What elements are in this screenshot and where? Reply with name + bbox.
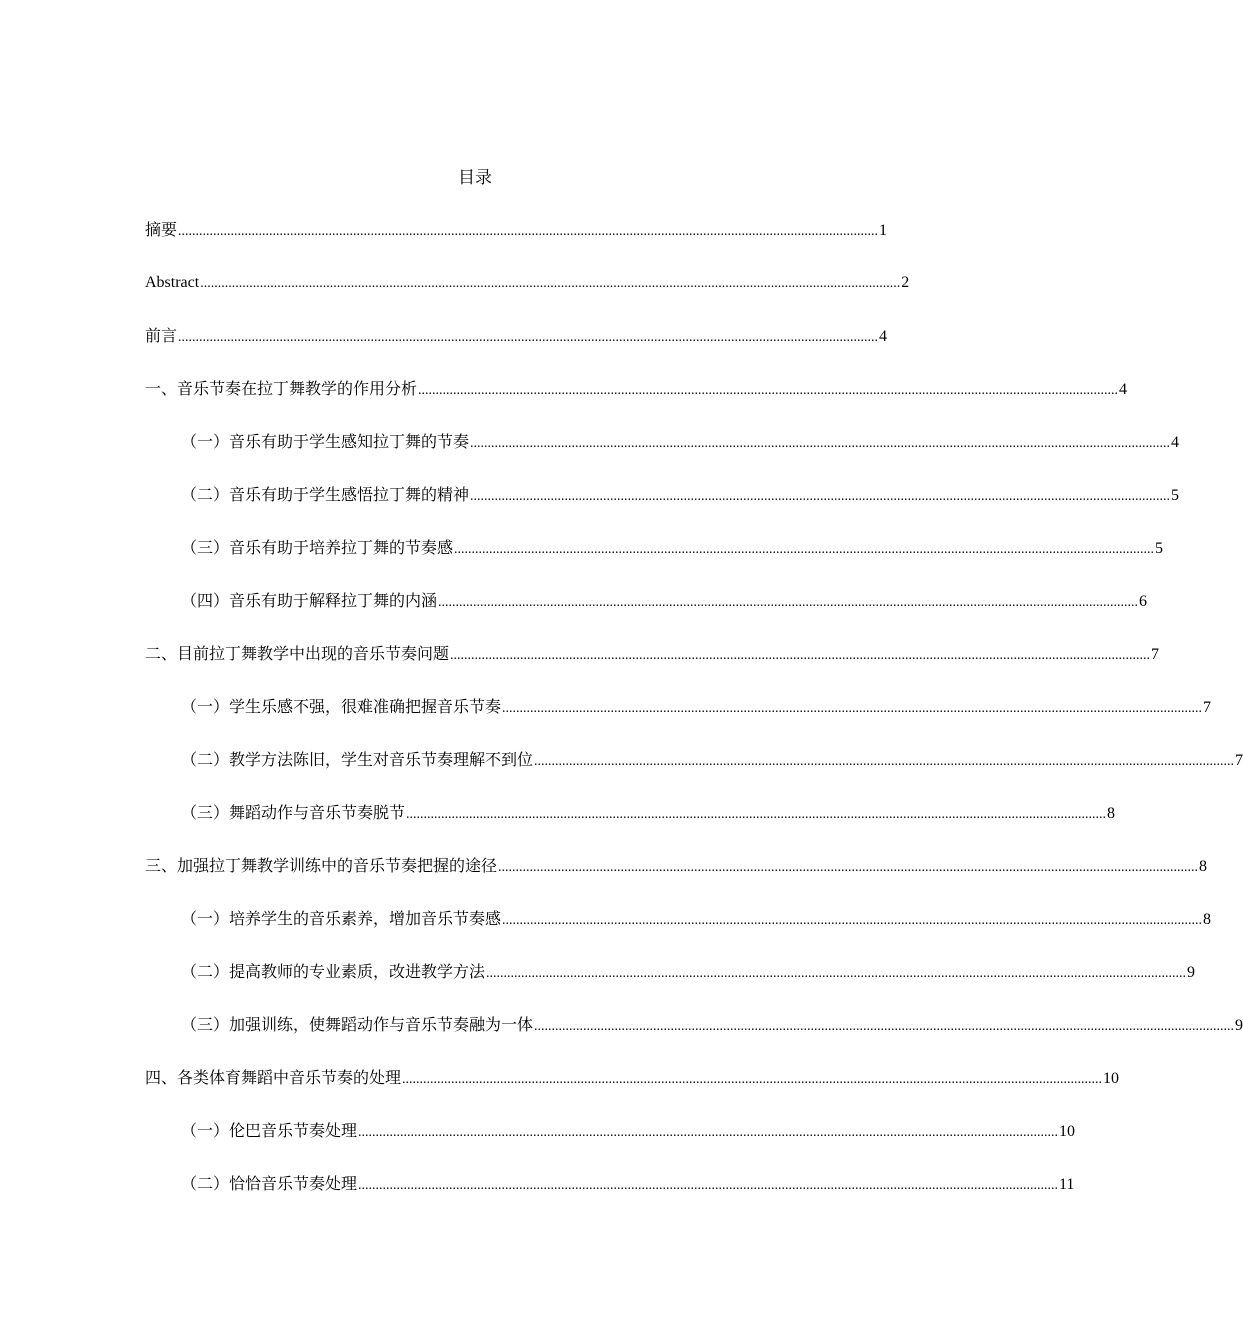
toc-entry[interactable] — [181, 589, 1148, 642]
toc-entry[interactable] — [181, 483, 1180, 536]
toc-entry[interactable] — [181, 748, 1243, 801]
toc-entry-text: 二、目前拉丁舞教学中出现的音乐节奏问题 — [145, 644, 450, 663]
toc-entry-page: 4 — [1119, 381, 1128, 398]
toc-entry[interactable] — [145, 324, 888, 377]
toc-entry-text: （三）加强训练，使舞蹈动作与音乐节奏融为一体 — [181, 1015, 534, 1034]
toc-leader-dots: ........................................................................................................................................................................................................ — [534, 754, 1235, 769]
toc-title: 目录 — [458, 168, 492, 188]
toc-entry-text: 摘要 — [145, 220, 178, 239]
toc-entry-text: 前言 — [145, 326, 178, 345]
toc-entry[interactable] — [181, 695, 1212, 748]
toc-entry[interactable] — [145, 377, 1128, 430]
toc-entry-page: 1 — [879, 222, 888, 239]
toc-leader-dots: ........................................................................................................................................................................................................ — [454, 542, 1155, 557]
toc-leader-dots: ........................................................................................................................................................................................................ — [438, 595, 1139, 610]
toc-entry[interactable] — [181, 430, 1180, 483]
toc-entry-text: （二）教学方法陈旧，学生对音乐节奏理解不到位 — [181, 750, 534, 769]
toc-entry-page: 8 — [1203, 911, 1212, 928]
toc-leader-dots: ........................................................................................................................................................................................................ — [450, 648, 1151, 663]
toc-entry-page: 8 — [1107, 805, 1116, 822]
toc-entry[interactable] — [181, 801, 1116, 854]
toc-entry-text: 四、各类体育舞蹈中音乐节奏的处理 — [145, 1068, 402, 1087]
toc-leader-dots: ........................................................................................................................................................................................................ — [502, 913, 1203, 928]
toc-entry[interactable] — [181, 1119, 1076, 1172]
toc-leader-dots: ........................................................................................................................................................................................................ — [406, 807, 1107, 822]
toc-entry-text: （三）舞蹈动作与音乐节奏脱节 — [181, 803, 406, 822]
toc-leader-dots: ........................................................................................................................................................................................................ — [534, 1019, 1235, 1034]
toc-entry-page: 9 — [1187, 964, 1196, 981]
toc-entry-text: （四）音乐有助于解释拉丁舞的内涵 — [181, 591, 438, 610]
toc-entry-page: 10 — [1103, 1070, 1120, 1087]
toc-leader-dots: ........................................................................................................................................................................................................ — [178, 224, 879, 239]
toc-entry[interactable] — [181, 536, 1164, 589]
toc-entry-text: （一）伦巴音乐节奏处理 — [181, 1121, 358, 1140]
toc-entry[interactable] — [181, 960, 1196, 1013]
toc-entry-page: 2 — [901, 274, 910, 291]
toc-entry-page: 7 — [1203, 699, 1212, 716]
toc-entry-text: 三、加强拉丁舞教学训练中的音乐节奏把握的途径 — [145, 856, 498, 875]
toc-entry-page: 10 — [1059, 1123, 1076, 1140]
toc-entry[interactable] — [145, 218, 888, 271]
toc-entry[interactable] — [181, 1172, 1075, 1225]
toc-entry[interactable] — [145, 1066, 1120, 1119]
toc-entry-text: （一）培养学生的音乐素养，增加音乐节奏感 — [181, 909, 502, 928]
toc-entry[interactable] — [145, 854, 1208, 907]
toc-leader-dots: ........................................................................................................................................................................................................ — [502, 701, 1203, 716]
toc-leader-dots: ........................................................................................................................................................................................................ — [402, 1072, 1103, 1087]
toc-leader-dots: ........................................................................................................................................................................................................ — [486, 966, 1187, 981]
toc-entry-page: 9 — [1235, 1017, 1243, 1034]
toc-leader-dots: ........................................................................................................................................................................................................ — [358, 1125, 1059, 1140]
toc-leader-dots: ........................................................................................................................................................................................................ — [498, 860, 1199, 875]
toc-entry-page: 11 — [1059, 1176, 1075, 1193]
toc-entry-text: （二）提高教师的专业素质，改进教学方法 — [181, 962, 486, 981]
toc-leader-dots: ........................................................................................................................................................................................................ — [200, 276, 901, 291]
toc-entry-text: （二）音乐有助于学生感悟拉丁舞的精神 — [181, 485, 470, 504]
toc-entry[interactable] — [145, 271, 910, 324]
toc-entry-page: 8 — [1199, 858, 1208, 875]
toc-list — [145, 218, 1243, 1225]
toc-leader-dots: ........................................................................................................................................................................................................ — [178, 330, 879, 345]
toc-entry-page: 4 — [879, 328, 888, 345]
toc-entry-page: 7 — [1151, 646, 1160, 663]
toc-leader-dots: ........................................................................................................................................................................................................ — [470, 489, 1171, 504]
toc-leader-dots: ........................................................................................................................................................................................................ — [418, 383, 1119, 398]
toc-entry[interactable] — [181, 907, 1212, 960]
toc-entry-text: Abstract — [145, 274, 200, 291]
toc-entry-text: 一、音乐节奏在拉丁舞教学的作用分析 — [145, 379, 418, 398]
toc-leader-dots: ........................................................................................................................................................................................................ — [358, 1178, 1059, 1193]
toc-entry-text: （三）音乐有助于培养拉丁舞的节奏感 — [181, 538, 454, 557]
toc-entry[interactable] — [181, 1013, 1243, 1066]
toc-entry-text: （一）学生乐感不强，很难准确把握音乐节奏 — [181, 697, 502, 716]
toc-entry-page: 4 — [1171, 434, 1180, 451]
toc-entry[interactable] — [145, 642, 1160, 695]
toc-entry-page: 5 — [1171, 487, 1180, 504]
toc-entry-page: 7 — [1235, 752, 1243, 769]
toc-entry-page: 6 — [1139, 593, 1148, 610]
toc-entry-text: （一）音乐有助于学生感知拉丁舞的节奏 — [181, 432, 470, 451]
toc-leader-dots: ........................................................................................................................................................................................................ — [470, 436, 1171, 451]
toc-entry-text: （二）恰恰音乐节奏处理 — [181, 1174, 358, 1193]
toc-entry-page: 5 — [1155, 540, 1164, 557]
